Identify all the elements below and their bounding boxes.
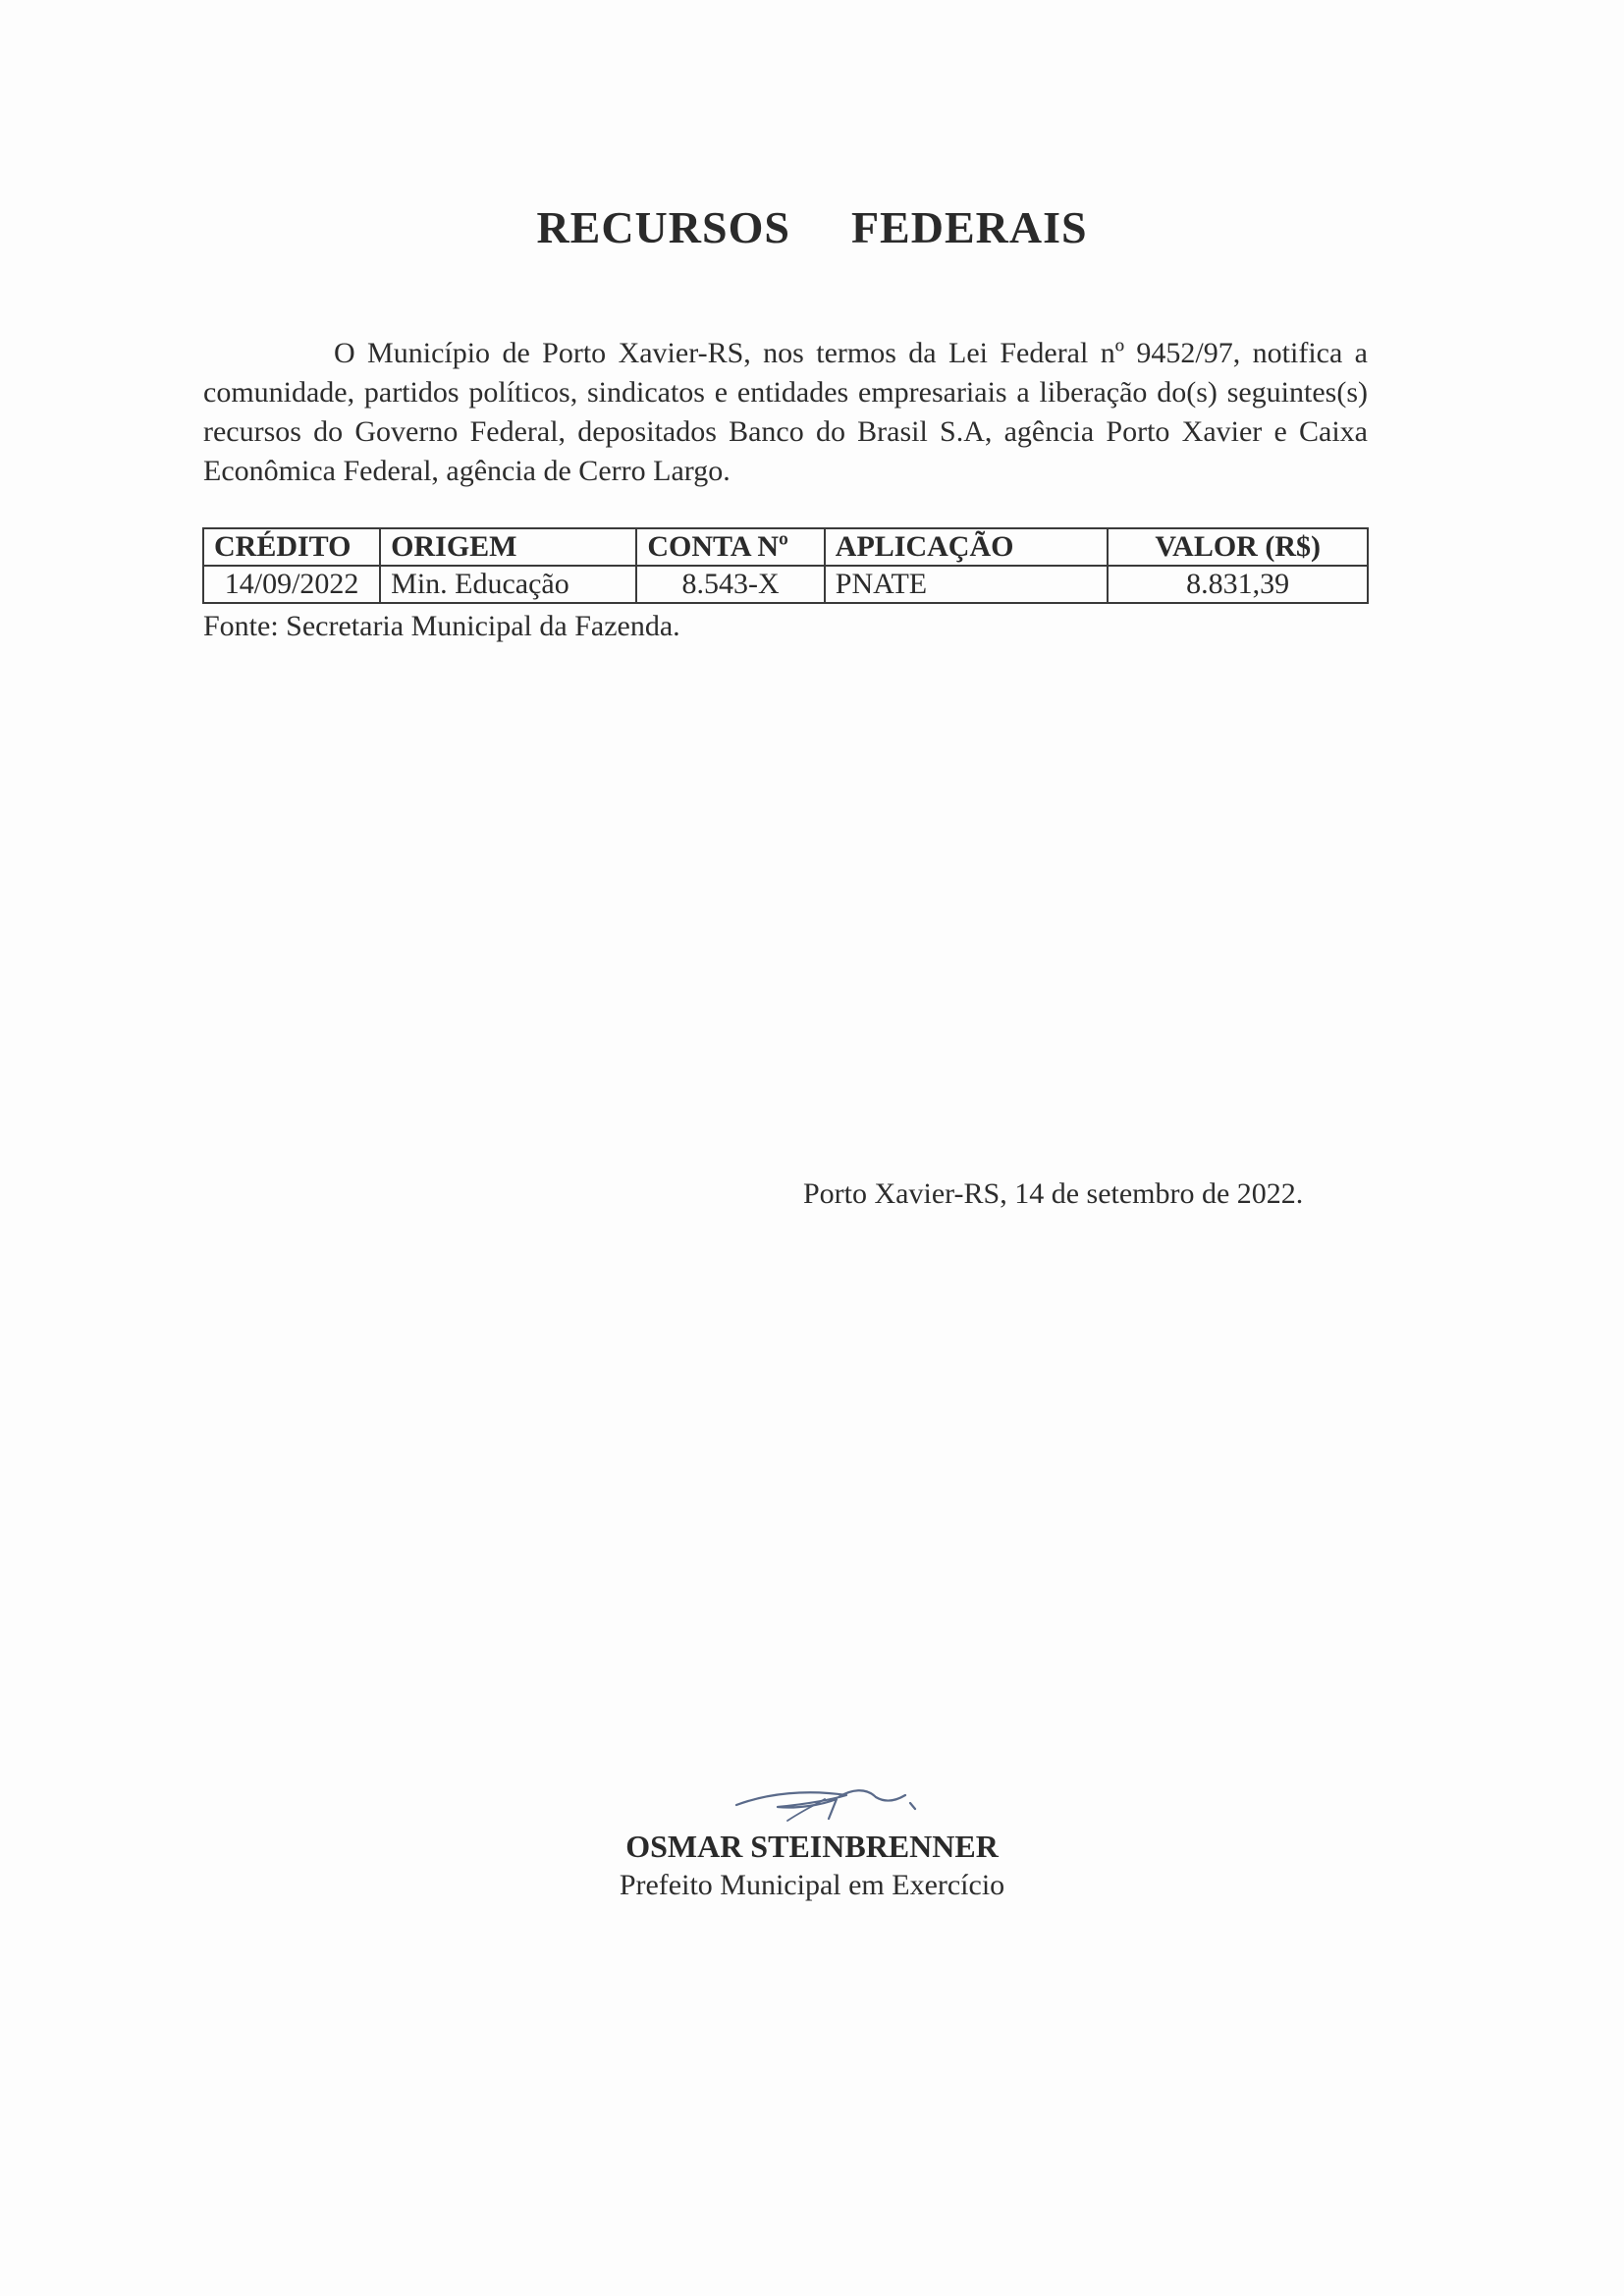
header-aplicacao: APLICAÇÃO [825, 528, 1109, 566]
title-part-1: RECURSOS [536, 202, 790, 252]
cell-aplicacao: PNATE [825, 566, 1109, 603]
header-origem: ORIGEM [380, 528, 636, 566]
cell-credito: 14/09/2022 [203, 566, 380, 603]
notice-paragraph: O Município de Porto Xavier-RS, nos termos da Lei Federal nº 9452/97, notifica a comunidade, partidos políticos, sindicatos e entidades empresariais a liberação do(s) seguintes(s) recursos do Governo Federal, depositados Banco do Brasil S.A, agência Porto Xavier e Caixa Econômica Federal, agência de Cerro Largo. [203, 337, 1368, 487]
table-header-row [203, 528, 1368, 566]
notice-paragraph-block [203, 334, 1368, 491]
source-note: Fonte: Secretaria Municipal da Fazenda. [203, 610, 680, 642]
signer-name: OSMAR STEINBRENNER [625, 1829, 999, 1864]
title-part-2: FEDERAIS [850, 202, 1088, 252]
resources-table [202, 527, 1369, 604]
header-conta: CONTA Nº [636, 528, 824, 566]
header-valor: VALOR (R$) [1108, 528, 1368, 566]
document-title [0, 201, 1624, 253]
signer-role: Prefeito Municipal em Exercício [619, 1869, 1005, 1901]
cell-valor: 8.831,39 [1108, 566, 1368, 603]
date-line: Porto Xavier-RS, 14 de setembro de 2022. [803, 1177, 1304, 1210]
cell-conta: 8.543-X [636, 566, 824, 603]
cell-origem: Min. Educação [380, 566, 636, 603]
table-row [203, 566, 1368, 603]
handwritten-signature [729, 1776, 925, 1834]
header-credito: CRÉDITO [203, 528, 380, 566]
